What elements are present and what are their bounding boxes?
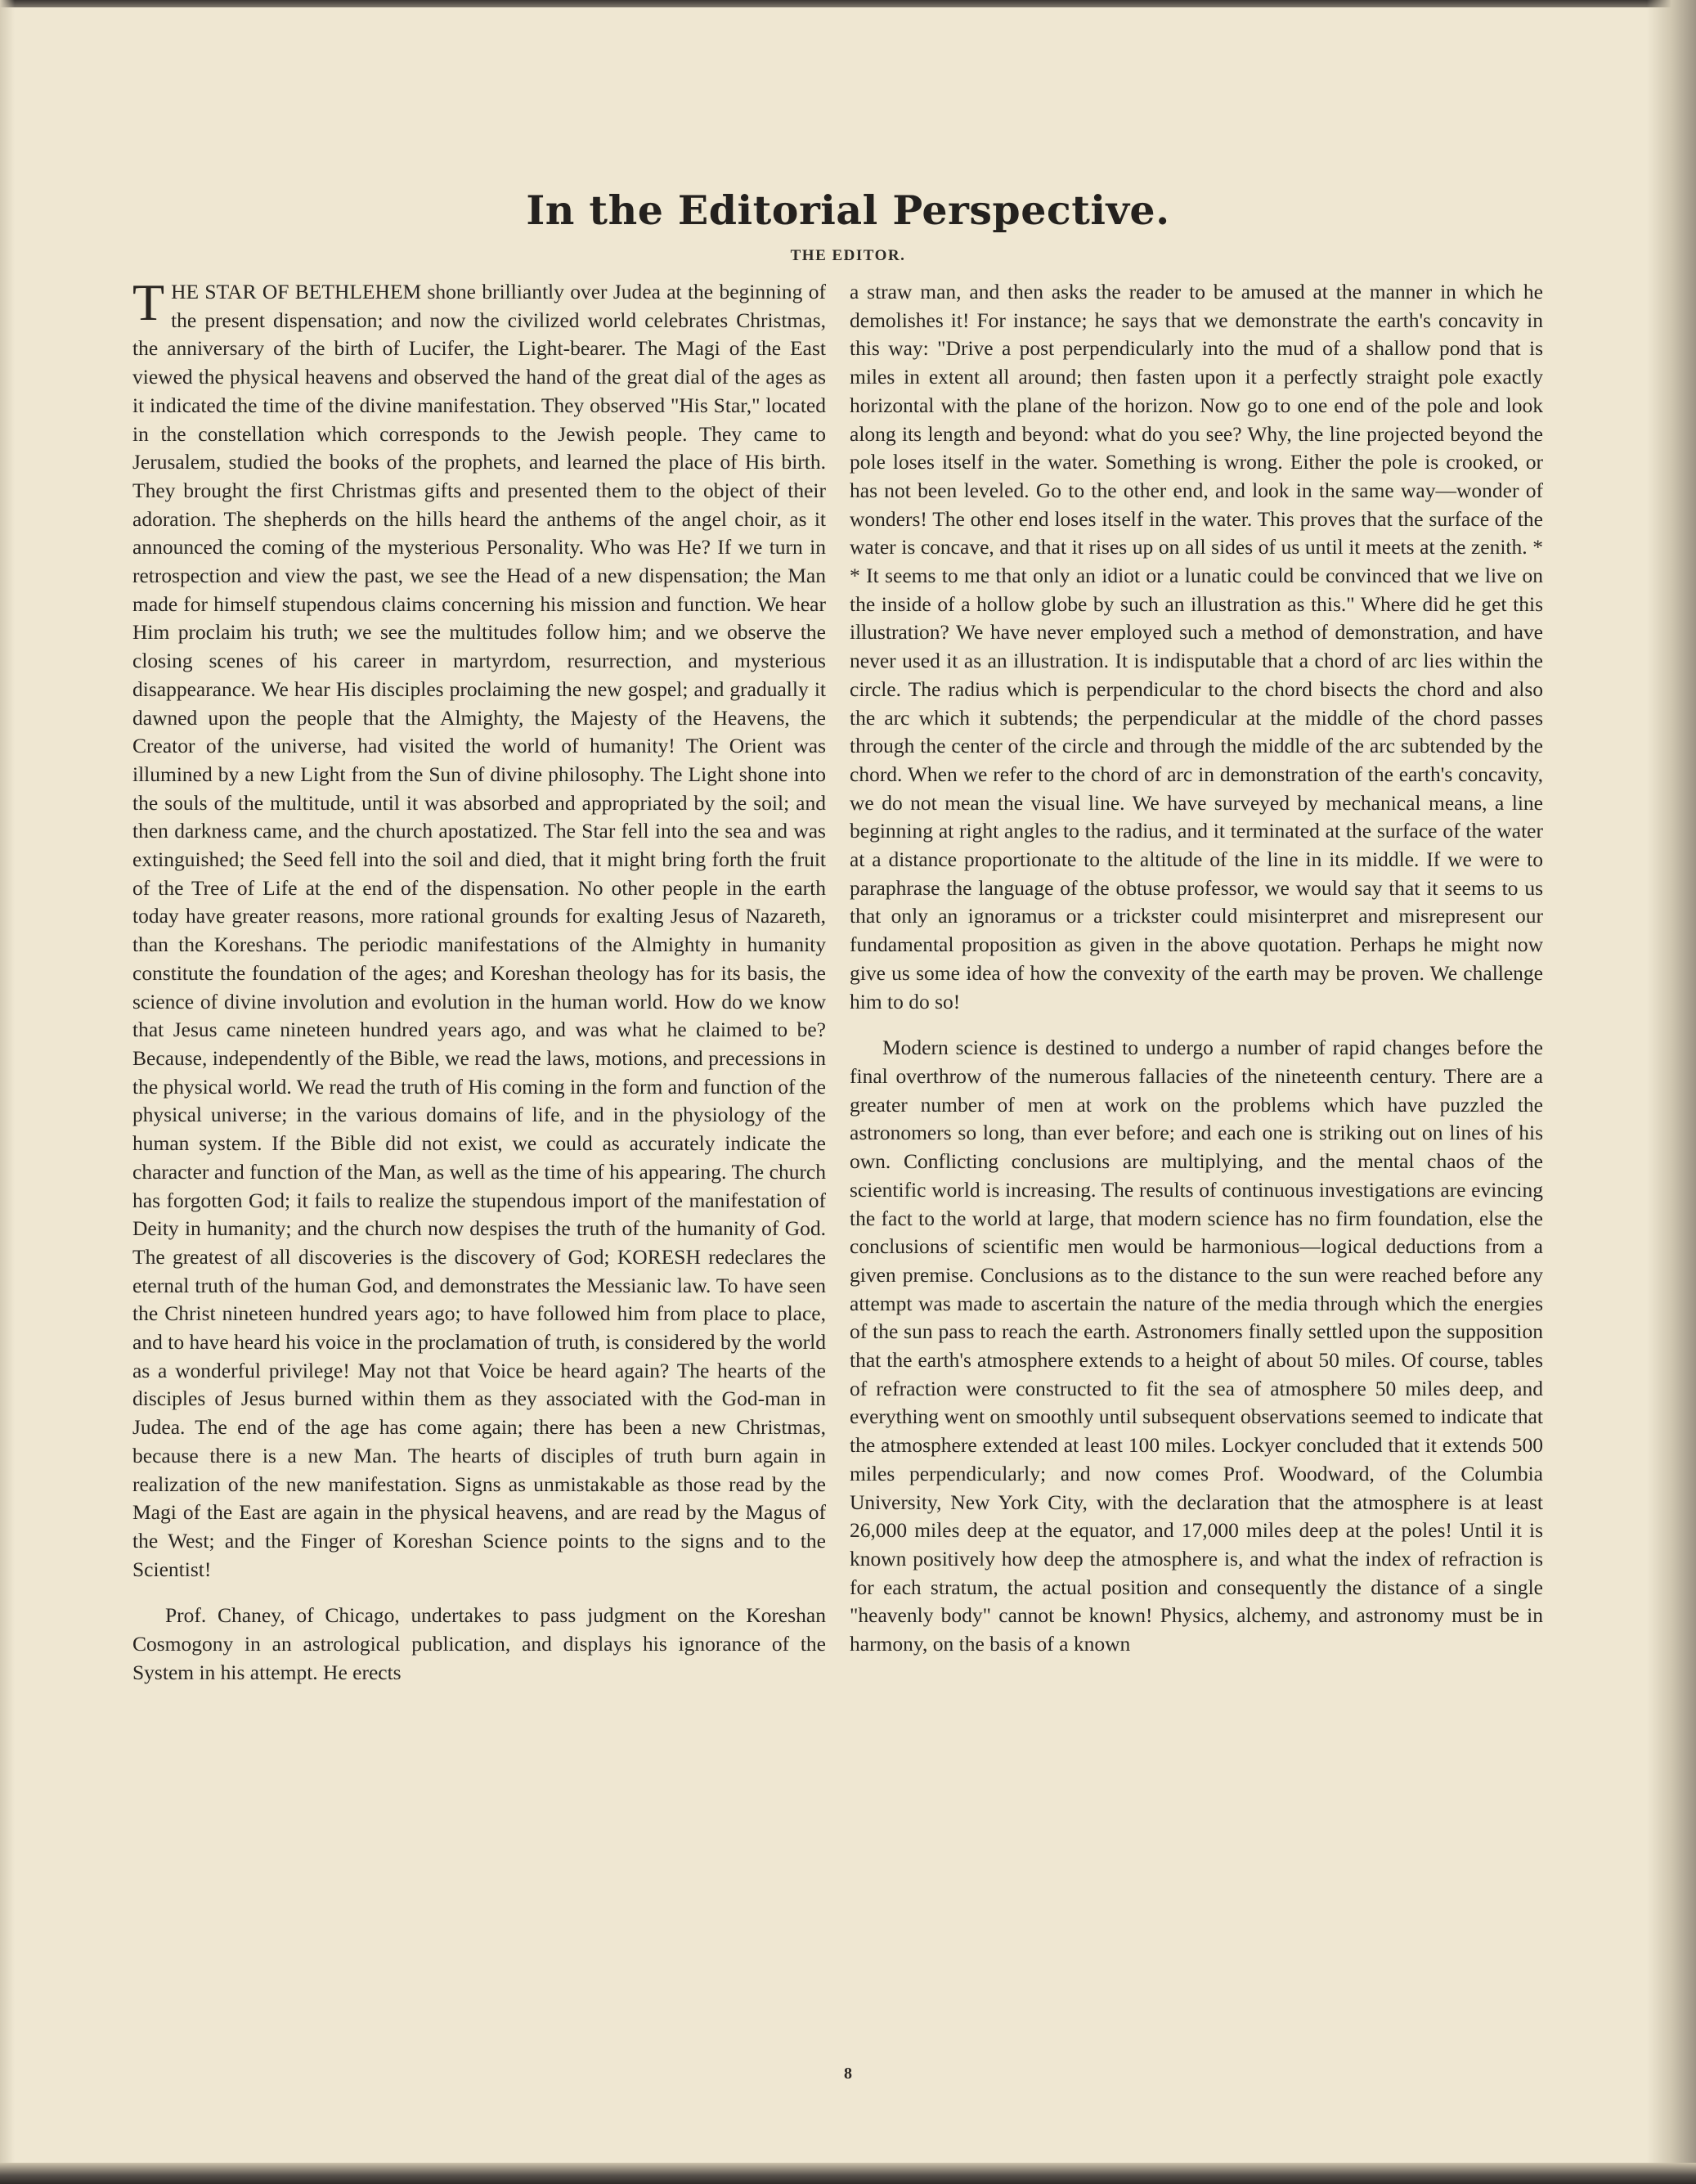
article-title: In the Editorial Perspective. xyxy=(526,186,1170,234)
right-column xyxy=(850,278,1543,2061)
right-paragraph-1: a straw man, and then asks the reader to be amused at the manner in which he demolishes it! For instance; he says that we demonstrate the earth's concavity in this way: "Drive a post perpendicularly into the mud of a shallow pond that is miles in extent all around; then fasten upon it a perfectly straight pole exactly horizontal with the plane of the horizon. Now go to one end of the pole and look along its length and beyond: what do you see? Why, the line projected beyond the pole loses itself in the water. Something is wrong. Either the pole is crooked, or has not been leveled. Go to the other end, and look in the same way—wonder of wonders! The other end loses itself in the water. This proves that the surface of the water is concave, and that it rises up on all sides of us until it meets at the zenith. * * It seems to me that only an idiot or a lunatic could be convinced that we live on the inside of a hollow globe by such an illustration as this." Where did he get this illustration? We have never employed such a method of demonstration, and have never used it as an illustration. It is indisputable that a chord of arc lies within the circle. The radius which is perpendicular to the chord bisects the chord and also the arc which it subtends; the perpendicular at the middle of the chord passes through the center of the circle and through the middle of the arc subtended by the chord. When we refer to the chord of arc in demonstration of the earth's concavity, we do not mean the visual line. We have surveyed by mechanical means, a line beginning at right angles to the radius, and it terminated at the surface of the water at a distance proportionate to the altitude of the line in its middle. If we were to paraphrase the language of the obtuse professor, we would say that it seems to us that only an ignoramus or a trickster could misinterpret and misrepresent our fundamental proposition as given in the above quotation. Perhaps he might now give us some idea of how the convexity of the earth may be proven. We challenge him to do so! xyxy=(850,280,1543,1013)
left-paragraph-1 xyxy=(132,278,826,1584)
page-right-edge-shadow xyxy=(1647,0,1696,2184)
top-border-rule xyxy=(0,0,1696,7)
left-paragraph-1-text: HE STAR OF BETHLEHEM shone brilliantly over Judea at the beginning of the present dispensation; and now the civilized world celebrates Christmas, the anniversary of the birth of Lucifer, the Light-bearer. The Magi of the East viewed the physical heavens and observed the hand of the great dial of the ages as it indicated the time of the divine manifestation. They observed "His Star," located in the constellation which corresponds to the Jewish people. They came to Jerusalem, studied the books of the prophets, and learned the place of His birth. They brought the first Christmas gifts and presented them to the object of their adoration. The shepherds on the hills heard the anthems of the angel choir, as it announced the coming of the mysterious Personality. Who was He? If we turn in retrospection and view the past, we see the Head of a new dispensation; the Man made for himself stupendous claims concerning his mission and function. We hear Him proclaim his truth; we see the multitudes follow him; and we observe the closing scenes of his career in martyrdom, resurrection, and mysterious disappearance. We hear His disciples proclaiming the new gospel; and gradually it dawned upon the people that the Almighty, the Majesty of the Heavens, the Creator of the universe, had visited the world of humanity! The Orient was illumined by a new Light from the Sun of divine philosophy. The Light shone into the souls of the multitude, until it was absorbed and appropriated by the soil; and then darkness came, and the church apostatized. The Star fell into the sea and was extinguished; the Seed fell into the soil and died, that it might bring forth the fruit of the Tree of Life at the end of the dispensation. No other people in the earth today have greater reasons, more rational grounds for exalting Jesus of Nazareth, than the Koreshans. The periodic manifestations of the Almighty in humanity constitute the foundation of the ages; and Koreshan theology has for its basis, the science of divine involution and evolution in the human world. How do we know that Jesus came nineteen hundred years ago, and was what he claimed to be? Because, independently of the Bible, we read the laws, motions, and precessions in the physical world. We read the truth of His coming in the form and function of the physical universe; in the various domains of life, and in the physiology of the human system. If the Bible did not exist, we could as accurately indicate the character and function of the Man, as well as the time of his appearing. The church has forgotten God; it fails to realize the stupendous import of the manifestation of Deity in humanity; and the church now despises the truth of the humanity of God. The greatest of all discoveries is the discovery of God; KORESH redeclares the eternal truth of the human God, and demonstrates the Messianic law. To have seen the Christ nineteen hundred years ago; to have followed him from place to place, and to have heard his voice in the proclamation of truth, is considered by the world as a wonderful privilege! May not that Voice be heard again? The hearts of the disciples of Jesus burned within them as they associated with the God-man in Judea. The end of the age has come again; there has been a new Christmas, because there is a new Man. The hearts of disciples of truth burn again in realization of the new manifestation. Signs as unmistakable as those read by the Magi of the East are again in the physical heavens, and are read by the Magus of the West; and the Finger of Koreshan Science points to the signs and to the Scientist! xyxy=(132,280,826,1581)
right-paragraph-2: Modern science is destined to undergo a number of rapid changes before the final overthrow of the numerous fallacies of the nineteenth century. There are a greater number of men at work on the problems which have puzzled the astronomers so long, than ever before; and each one is striking out on lines of his own. Conflicting conclusions are multiplying, and the mental chaos of the scientific world is increasing. The results of continuous investigations are evincing the fact to the world at large, that modern science has no firm foundation, else the conclusions of scientific men would be harmonious—logical deductions from a given premise. Conclusions as to the distance to the sun were reached before any attempt was made to ascertain the nature of the media through which the energies of the sun pass to reach the earth. Astronomers finally settled upon the supposition that the earth's atmosphere extends to a height of about 50 miles. Of course, tables of refraction were constructed to fit the sea of atmosphere 50 miles deep, and everything went on smoothly until subsequent observations seemed to indicate that the atmosphere extended at least 100 miles. Lockyer concluded that it extends 500 miles perpendicularly; and now comes Prof. Woodward, of the Columbia University, New York City, with the declaration that the atmosphere is at least 26,000 miles deep at the equator, and 17,000 miles deep at the poles! Until it is known positively how deep the atmosphere is, and what the index of refraction is for each stratum, the actual position and consequently the distance of a single "heavenly body" cannot be known! Physics, alchemy, and astronomy must be in harmony, on the basis of a known xyxy=(850,1036,1543,1656)
page-left-edge xyxy=(0,0,15,2184)
left-column xyxy=(132,278,826,2061)
article-byline: THE EDITOR. xyxy=(790,247,906,264)
left-paragraph-2: Prof. Chaney, of Chicago, undertakes to pass judgment on the Koreshan Cosmogony in an astrological publication, and displays his ignorance of the System in his attempt. He erects xyxy=(132,1603,826,1684)
page-number: 8 xyxy=(844,2065,852,2083)
bottom-binding-edge xyxy=(0,2163,1696,2184)
drop-cap: T xyxy=(132,278,165,331)
